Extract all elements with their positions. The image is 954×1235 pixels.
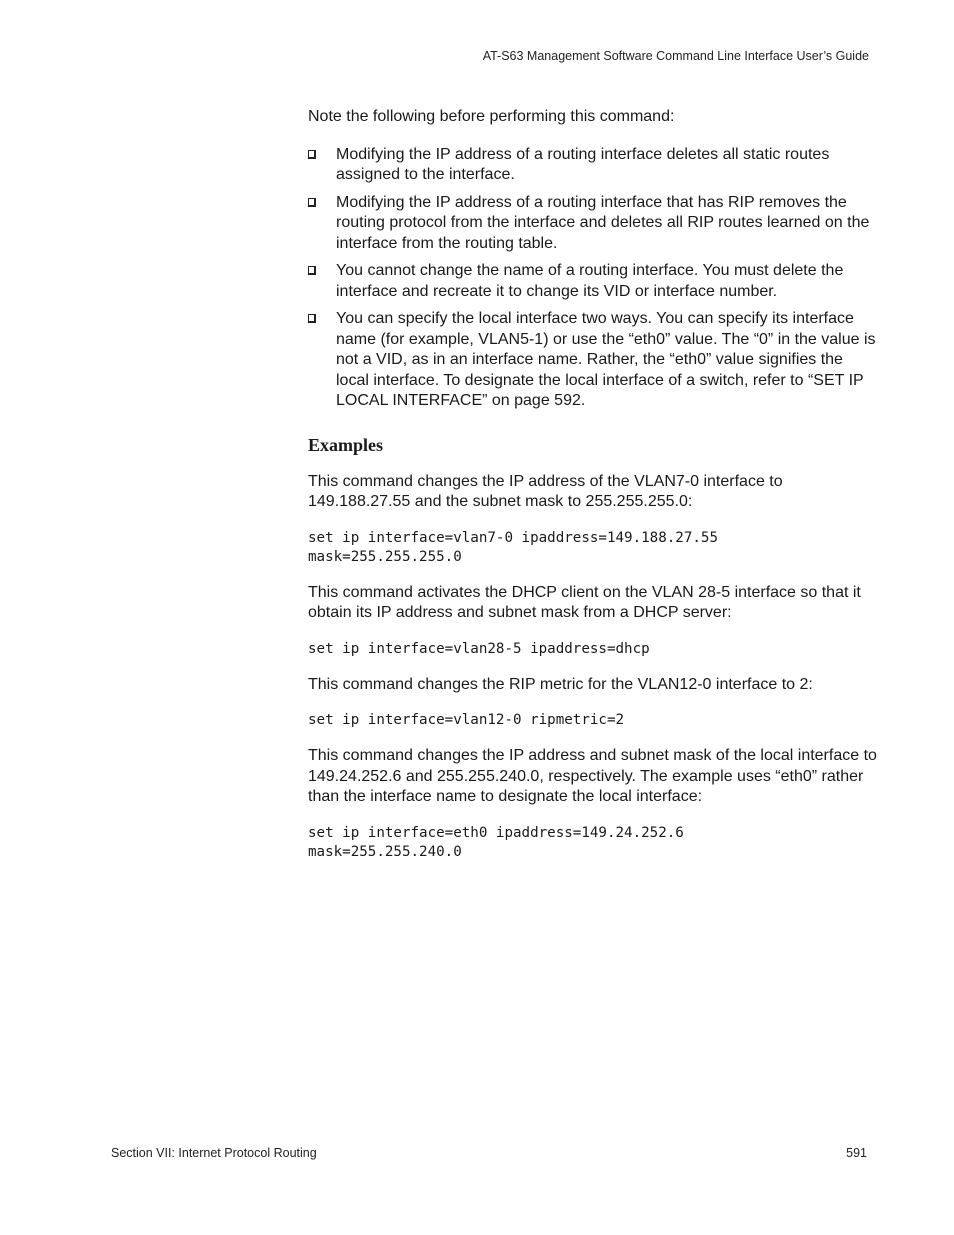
- notes-list: [308, 145, 878, 412]
- example-description: This command changes the RIP metric for the VLAN12-0 interface to 2:: [308, 675, 813, 693]
- note-text: Modifying the IP address of a routing interface that has RIP removes the routing protocol from the interface and deletes all RIP routes learned on the interface from the routing table.: [336, 193, 870, 252]
- note-text: You cannot change the name of a routing interface. You must delete the interface and recreate it to change its VID or interface number.: [336, 262, 844, 300]
- list-item: [308, 145, 878, 186]
- checkbox-bullet-icon: [308, 198, 316, 207]
- page-content: [308, 107, 878, 878]
- example-command: set ip interface=eth0 ipaddress=149.24.252.6 mask=255.255.240.0: [308, 824, 684, 860]
- checkbox-bullet-icon: [308, 266, 316, 275]
- checkbox-bullet-icon: [308, 150, 316, 159]
- example-command: set ip interface=vlan7-0 ipaddress=149.188.27.55 mask=255.255.255.0: [308, 529, 718, 565]
- examples-heading: Examples: [308, 434, 384, 455]
- page-number: 591: [846, 1146, 867, 1160]
- example-description: This command changes the IP address and subnet mask of the local interface to 149.24.252.6 and 255.255.240.0, respectively. The example uses “eth0” rather than the interface name to designate the local interface:: [308, 747, 877, 805]
- list-item: [308, 309, 878, 412]
- intro-text: Note the following before performing this command:: [308, 108, 675, 125]
- example-description: This command changes the IP address of the VLAN7-0 interface to 149.188.27.55 and the subnet mask to 255.255.255.0:: [308, 472, 783, 510]
- checkbox-bullet-icon: [308, 314, 316, 323]
- running-header: AT-S63 Management Software Command Line Interface User’s Guide: [482, 49, 869, 63]
- list-item: [308, 193, 878, 255]
- footer-section: Section VII: Internet Protocol Routing: [111, 1146, 317, 1160]
- example-command: set ip interface=vlan28-5 ipaddress=dhcp: [308, 640, 650, 657]
- note-text: Modifying the IP address of a routing interface deletes all static routes assigned to the interface.: [336, 145, 830, 183]
- example-description: This command activates the DHCP client on the VLAN 28-5 interface so that it obtain its IP address and subnet mask from a DHCP server:: [308, 583, 861, 621]
- example-command: set ip interface=vlan12-0 ripmetric=2: [308, 712, 625, 728]
- list-item: [308, 261, 878, 302]
- note-text: You can specify the local interface two ways. You can specify its interface name (for example, VLAN5-1) or use the “eth0” value. The “0” in the value is not a VID, as in an interface name. Rather, the “eth0” value signifies the local interface. To designate the local interface of a switch, refer to “SET IP LOCAL INTERFACE” on page 592.: [336, 310, 876, 409]
